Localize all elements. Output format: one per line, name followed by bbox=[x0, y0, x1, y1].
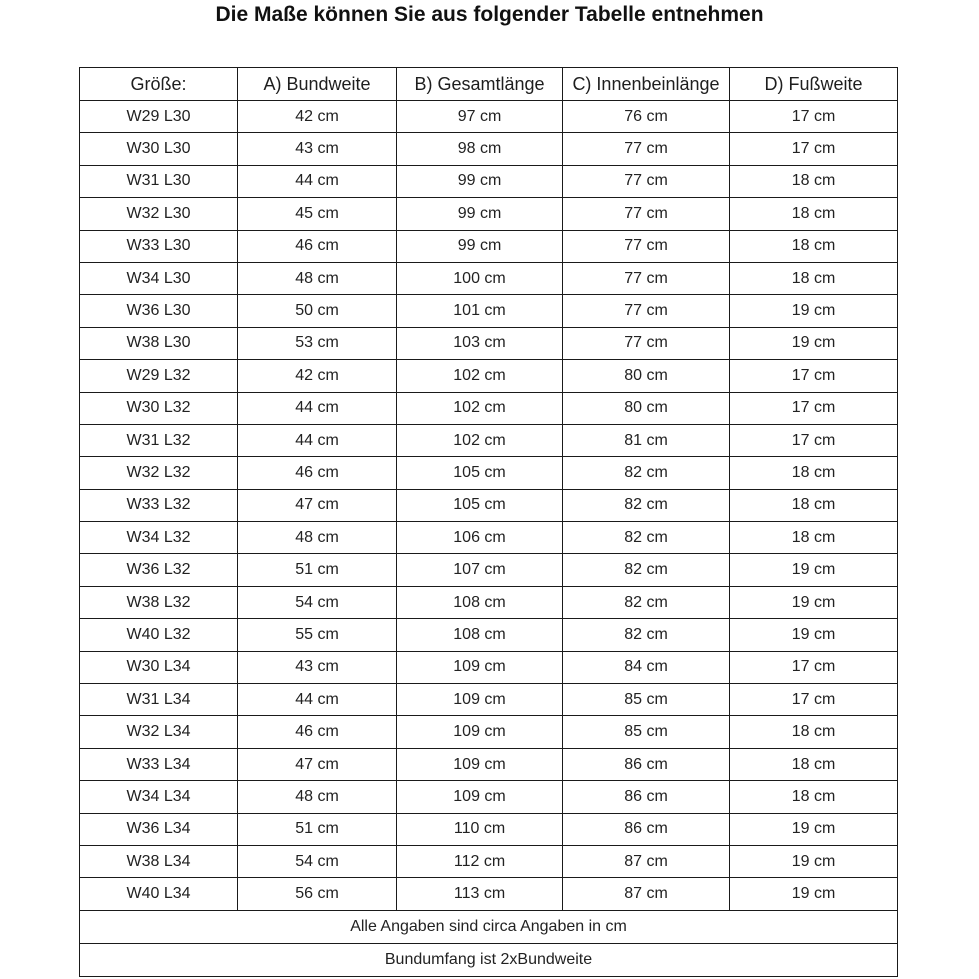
cell-waist-width: 46 cm bbox=[238, 230, 397, 262]
table-row bbox=[80, 133, 898, 165]
cell-total-length: 99 cm bbox=[397, 198, 563, 230]
cell-waist-width: 44 cm bbox=[238, 424, 397, 456]
cell-leg-opening: 18 cm bbox=[730, 165, 898, 197]
cell-leg-opening: 18 cm bbox=[730, 522, 898, 554]
table-row bbox=[80, 262, 898, 294]
header-waist-width: A) Bundweite bbox=[238, 68, 397, 101]
cell-inseam-length: 84 cm bbox=[563, 651, 730, 683]
cell-total-length: 99 cm bbox=[397, 165, 563, 197]
cell-total-length: 98 cm bbox=[397, 133, 563, 165]
table-row bbox=[80, 684, 898, 716]
table-row bbox=[80, 878, 898, 910]
header-size: Größe: bbox=[80, 68, 238, 101]
cell-waist-width: 43 cm bbox=[238, 133, 397, 165]
cell-size: W30 L30 bbox=[80, 133, 238, 165]
footnote-waist: Bundumfang ist 2xBundweite bbox=[80, 943, 898, 976]
cell-size: W38 L30 bbox=[80, 327, 238, 359]
cell-inseam-length: 85 cm bbox=[563, 716, 730, 748]
cell-inseam-length: 77 cm bbox=[563, 327, 730, 359]
table-row bbox=[80, 457, 898, 489]
cell-waist-width: 44 cm bbox=[238, 165, 397, 197]
table-row bbox=[80, 424, 898, 456]
cell-size: W31 L32 bbox=[80, 424, 238, 456]
cell-size: W38 L32 bbox=[80, 586, 238, 618]
cell-waist-width: 42 cm bbox=[238, 101, 397, 133]
cell-leg-opening: 18 cm bbox=[730, 489, 898, 521]
cell-size: W34 L32 bbox=[80, 522, 238, 554]
cell-waist-width: 45 cm bbox=[238, 198, 397, 230]
cell-size: W40 L34 bbox=[80, 878, 238, 910]
cell-total-length: 107 cm bbox=[397, 554, 563, 586]
cell-leg-opening: 18 cm bbox=[730, 262, 898, 294]
cell-inseam-length: 77 cm bbox=[563, 165, 730, 197]
cell-inseam-length: 85 cm bbox=[563, 684, 730, 716]
cell-waist-width: 44 cm bbox=[238, 684, 397, 716]
cell-waist-width: 56 cm bbox=[238, 878, 397, 910]
table-row bbox=[80, 165, 898, 197]
cell-waist-width: 44 cm bbox=[238, 392, 397, 424]
cell-inseam-length: 82 cm bbox=[563, 619, 730, 651]
cell-leg-opening: 18 cm bbox=[730, 198, 898, 230]
table-row bbox=[80, 327, 898, 359]
cell-total-length: 110 cm bbox=[397, 813, 563, 845]
cell-inseam-length: 82 cm bbox=[563, 586, 730, 618]
cell-inseam-length: 77 cm bbox=[563, 230, 730, 262]
cell-leg-opening: 17 cm bbox=[730, 101, 898, 133]
table-row bbox=[80, 198, 898, 230]
cell-inseam-length: 87 cm bbox=[563, 878, 730, 910]
table-row bbox=[80, 295, 898, 327]
cell-inseam-length: 82 cm bbox=[563, 489, 730, 521]
cell-inseam-length: 86 cm bbox=[563, 813, 730, 845]
cell-size: W36 L34 bbox=[80, 813, 238, 845]
cell-size: W36 L32 bbox=[80, 554, 238, 586]
cell-leg-opening: 19 cm bbox=[730, 878, 898, 910]
cell-leg-opening: 19 cm bbox=[730, 845, 898, 877]
cell-leg-opening: 18 cm bbox=[730, 716, 898, 748]
cell-size: W32 L30 bbox=[80, 198, 238, 230]
table-row bbox=[80, 489, 898, 521]
cell-leg-opening: 17 cm bbox=[730, 651, 898, 683]
cell-leg-opening: 19 cm bbox=[730, 813, 898, 845]
cell-waist-width: 48 cm bbox=[238, 522, 397, 554]
cell-leg-opening: 18 cm bbox=[730, 781, 898, 813]
table-row bbox=[80, 845, 898, 877]
cell-size: W34 L30 bbox=[80, 262, 238, 294]
cell-waist-width: 42 cm bbox=[238, 360, 397, 392]
cell-total-length: 109 cm bbox=[397, 716, 563, 748]
table-row bbox=[80, 554, 898, 586]
cell-size: W34 L34 bbox=[80, 781, 238, 813]
cell-inseam-length: 76 cm bbox=[563, 101, 730, 133]
cell-inseam-length: 77 cm bbox=[563, 295, 730, 327]
cell-inseam-length: 80 cm bbox=[563, 392, 730, 424]
table-row bbox=[80, 101, 898, 133]
cell-total-length: 105 cm bbox=[397, 457, 563, 489]
cell-waist-width: 51 cm bbox=[238, 813, 397, 845]
cell-total-length: 103 cm bbox=[397, 327, 563, 359]
cell-leg-opening: 19 cm bbox=[730, 295, 898, 327]
cell-size: W32 L32 bbox=[80, 457, 238, 489]
table-row bbox=[80, 586, 898, 618]
table-row bbox=[80, 619, 898, 651]
header-row bbox=[80, 68, 898, 101]
cell-waist-width: 46 cm bbox=[238, 457, 397, 489]
cell-total-length: 100 cm bbox=[397, 262, 563, 294]
cell-waist-width: 51 cm bbox=[238, 554, 397, 586]
table-row bbox=[80, 813, 898, 845]
cell-total-length: 97 cm bbox=[397, 101, 563, 133]
cell-inseam-length: 77 cm bbox=[563, 198, 730, 230]
cell-total-length: 99 cm bbox=[397, 230, 563, 262]
cell-leg-opening: 18 cm bbox=[730, 230, 898, 262]
cell-inseam-length: 77 cm bbox=[563, 133, 730, 165]
cell-size: W33 L30 bbox=[80, 230, 238, 262]
cell-total-length: 108 cm bbox=[397, 619, 563, 651]
size-table bbox=[79, 67, 898, 977]
cell-total-length: 102 cm bbox=[397, 360, 563, 392]
cell-waist-width: 47 cm bbox=[238, 748, 397, 780]
cell-waist-width: 48 cm bbox=[238, 781, 397, 813]
cell-total-length: 109 cm bbox=[397, 781, 563, 813]
cell-leg-opening: 19 cm bbox=[730, 554, 898, 586]
cell-size: W36 L30 bbox=[80, 295, 238, 327]
cell-total-length: 106 cm bbox=[397, 522, 563, 554]
cell-waist-width: 43 cm bbox=[238, 651, 397, 683]
table-row bbox=[80, 522, 898, 554]
cell-leg-opening: 19 cm bbox=[730, 327, 898, 359]
cell-leg-opening: 17 cm bbox=[730, 360, 898, 392]
cell-inseam-length: 87 cm bbox=[563, 845, 730, 877]
cell-waist-width: 53 cm bbox=[238, 327, 397, 359]
cell-size: W32 L34 bbox=[80, 716, 238, 748]
size-table-footer bbox=[80, 910, 898, 976]
table-row bbox=[80, 651, 898, 683]
cell-size: W40 L32 bbox=[80, 619, 238, 651]
cell-total-length: 112 cm bbox=[397, 845, 563, 877]
table-row bbox=[80, 716, 898, 748]
cell-total-length: 109 cm bbox=[397, 651, 563, 683]
footnote-approx: Alle Angaben sind circa Angaben in cm bbox=[80, 910, 898, 943]
table-row bbox=[80, 360, 898, 392]
cell-inseam-length: 77 cm bbox=[563, 262, 730, 294]
cell-waist-width: 54 cm bbox=[238, 845, 397, 877]
cell-leg-opening: 17 cm bbox=[730, 392, 898, 424]
cell-total-length: 105 cm bbox=[397, 489, 563, 521]
cell-total-length: 108 cm bbox=[397, 586, 563, 618]
table-row bbox=[80, 781, 898, 813]
cell-inseam-length: 86 cm bbox=[563, 748, 730, 780]
header-total-length: B) Gesamtlänge bbox=[397, 68, 563, 101]
cell-size: W29 L32 bbox=[80, 360, 238, 392]
cell-leg-opening: 18 cm bbox=[730, 748, 898, 780]
cell-inseam-length: 82 cm bbox=[563, 522, 730, 554]
cell-size: W31 L34 bbox=[80, 684, 238, 716]
cell-total-length: 102 cm bbox=[397, 392, 563, 424]
cell-size: W30 L34 bbox=[80, 651, 238, 683]
cell-inseam-length: 82 cm bbox=[563, 457, 730, 489]
cell-leg-opening: 17 cm bbox=[730, 133, 898, 165]
cell-waist-width: 48 cm bbox=[238, 262, 397, 294]
cell-total-length: 113 cm bbox=[397, 878, 563, 910]
cell-leg-opening: 17 cm bbox=[730, 424, 898, 456]
cell-waist-width: 55 cm bbox=[238, 619, 397, 651]
cell-inseam-length: 81 cm bbox=[563, 424, 730, 456]
cell-total-length: 102 cm bbox=[397, 424, 563, 456]
cell-waist-width: 50 cm bbox=[238, 295, 397, 327]
cell-total-length: 109 cm bbox=[397, 748, 563, 780]
size-table-header bbox=[80, 68, 898, 101]
cell-leg-opening: 17 cm bbox=[730, 684, 898, 716]
cell-size: W38 L34 bbox=[80, 845, 238, 877]
cell-size: W31 L30 bbox=[80, 165, 238, 197]
cell-inseam-length: 86 cm bbox=[563, 781, 730, 813]
table-row bbox=[80, 748, 898, 780]
cell-size: W30 L32 bbox=[80, 392, 238, 424]
cell-total-length: 101 cm bbox=[397, 295, 563, 327]
header-leg-opening: D) Fußweite bbox=[730, 68, 898, 101]
cell-waist-width: 47 cm bbox=[238, 489, 397, 521]
cell-inseam-length: 82 cm bbox=[563, 554, 730, 586]
cell-leg-opening: 19 cm bbox=[730, 586, 898, 618]
cell-size: W33 L34 bbox=[80, 748, 238, 780]
size-table-body bbox=[80, 101, 898, 911]
header-inseam-length: C) Innenbeinlänge bbox=[563, 68, 730, 101]
table-row bbox=[80, 230, 898, 262]
page-title: Die Maße können Sie aus folgender Tabelle entnehmen bbox=[215, 3, 764, 26]
cell-total-length: 109 cm bbox=[397, 684, 563, 716]
cell-size: W33 L32 bbox=[80, 489, 238, 521]
cell-waist-width: 54 cm bbox=[238, 586, 397, 618]
cell-size: W29 L30 bbox=[80, 101, 238, 133]
footnote-row bbox=[80, 943, 898, 976]
cell-waist-width: 46 cm bbox=[238, 716, 397, 748]
cell-leg-opening: 19 cm bbox=[730, 619, 898, 651]
footnote-row bbox=[80, 910, 898, 943]
table-row bbox=[80, 392, 898, 424]
cell-leg-opening: 18 cm bbox=[730, 457, 898, 489]
cell-inseam-length: 80 cm bbox=[563, 360, 730, 392]
